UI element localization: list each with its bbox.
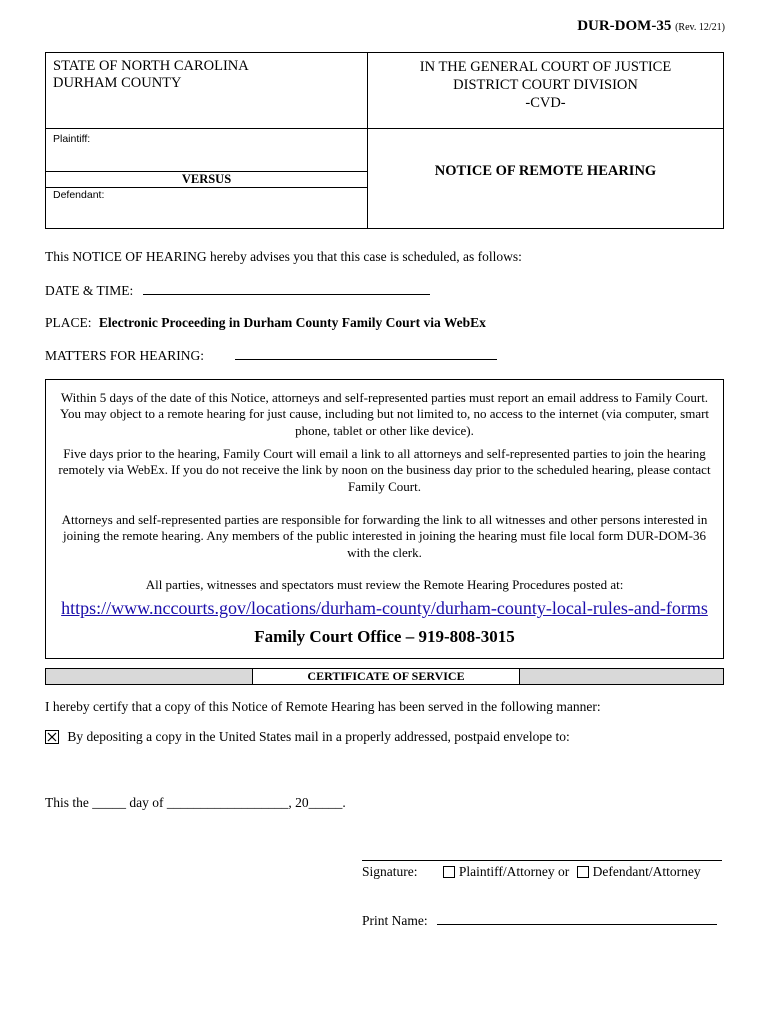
certificate-heading-bar (45, 668, 724, 685)
matters-field[interactable] (235, 347, 497, 360)
court-name: IN THE GENERAL COURT OF JUSTICE (419, 59, 672, 75)
remote-hearing-info-box (45, 379, 724, 659)
signature-line[interactable] (362, 860, 722, 861)
office-contact (54, 629, 715, 646)
plaintiff-checkbox[interactable] (443, 866, 455, 878)
office-phone: Family Court Office – 919-808-3015 (254, 627, 515, 646)
email-instructions: Within 5 days of the date of this Notice, attorneys and self-represented parties must report an email address to Family Court. You may object to a remote hearing for just cause, including but not limited to, no access to the internet (via computer, smart phone, tablet or other like device). (59, 390, 710, 438)
document-title: NOTICE OF REMOTE HEARING (434, 163, 657, 179)
court-block (368, 53, 723, 129)
defendant-option-label: Defendant/Attorney (592, 864, 701, 879)
signature-label: Signature: (362, 864, 418, 879)
caption-left (46, 53, 368, 228)
intro-text: This NOTICE OF HEARING hereby advises you that this case is scheduled, as follows: (45, 249, 522, 264)
date-line[interactable]: This the _____ day of __________________, 20_____. (45, 795, 346, 810)
plaintiff-option-label: Plaintiff/Attorney or (458, 864, 570, 879)
witness-instructions: Attorneys and self-represented parties are responsible for forwarding the link to all witnesses and other persons interested in joining the remote hearing. Any members of the public interested in joining the hearing must file local form DUR-DOM-36 with the clerk. (61, 512, 708, 560)
divider (46, 128, 367, 129)
case-type: -CVD- (525, 95, 566, 111)
versus-label: VERSUS (46, 171, 367, 188)
procedures-link-row (54, 600, 715, 618)
form-number (577, 18, 725, 35)
date-time-row (45, 282, 430, 299)
procedures-notice: All parties, witnesses and spectators must review the Remote Hearing Procedures posted at: (145, 577, 624, 592)
print-name-label: Print Name: (362, 913, 428, 928)
mail-option-row (45, 729, 570, 745)
defendant-checkbox[interactable] (577, 866, 589, 878)
plaintiff-field[interactable]: Plaintiff: (53, 133, 91, 145)
state-name: STATE OF NORTH CAROLINA (53, 58, 249, 74)
place-value: Electronic Proceeding in Durham County Family Court via WebEx (98, 315, 486, 330)
link-instructions: Five days prior to the hearing, Family Court will email a link to all attorneys and self-represented parties to join the hearing remotely via WebEx. If you do not receive the link by noon on the business day prior to the scheduled hearing, please contact Family Court. (58, 446, 711, 494)
certify-statement: I hereby certify that a copy of this Notice of Remote Hearing has been served in the following manner: (45, 699, 601, 714)
matters-label: MATTERS FOR HEARING: (45, 348, 205, 363)
place-label: PLACE: (45, 315, 92, 330)
form-number-text: DUR-DOM-35 (577, 18, 672, 34)
court-division: DISTRICT COURT DIVISION (453, 77, 638, 93)
date-time-field[interactable] (143, 282, 430, 295)
plaintiff-option[interactable] (443, 864, 573, 879)
matters-row (45, 347, 497, 364)
mail-option-label: By depositing a copy in the United States mail in a properly addressed, postpaid envelope to: (67, 729, 570, 744)
case-caption (45, 52, 724, 229)
defendant-option[interactable] (577, 864, 701, 879)
date-time-label: DATE & TIME: (45, 283, 134, 298)
print-name-row (362, 912, 717, 929)
venue (53, 58, 249, 92)
place-row (45, 315, 486, 331)
signature-row (362, 864, 701, 880)
form-revision: (Rev. 12/21) (675, 22, 725, 33)
procedures-link[interactable]: https://www.nccourts.gov/locations/durham-county/durham-county-local-rules-and-forms (61, 598, 708, 618)
mail-checkbox[interactable] (45, 730, 59, 744)
defendant-field[interactable]: Defendant: (53, 189, 105, 201)
certificate-heading: CERTIFICATE OF SERVICE (252, 669, 520, 684)
checked-x-icon (46, 731, 58, 743)
county-name: DURHAM COUNTY (53, 75, 182, 91)
print-name-field[interactable] (437, 912, 717, 925)
